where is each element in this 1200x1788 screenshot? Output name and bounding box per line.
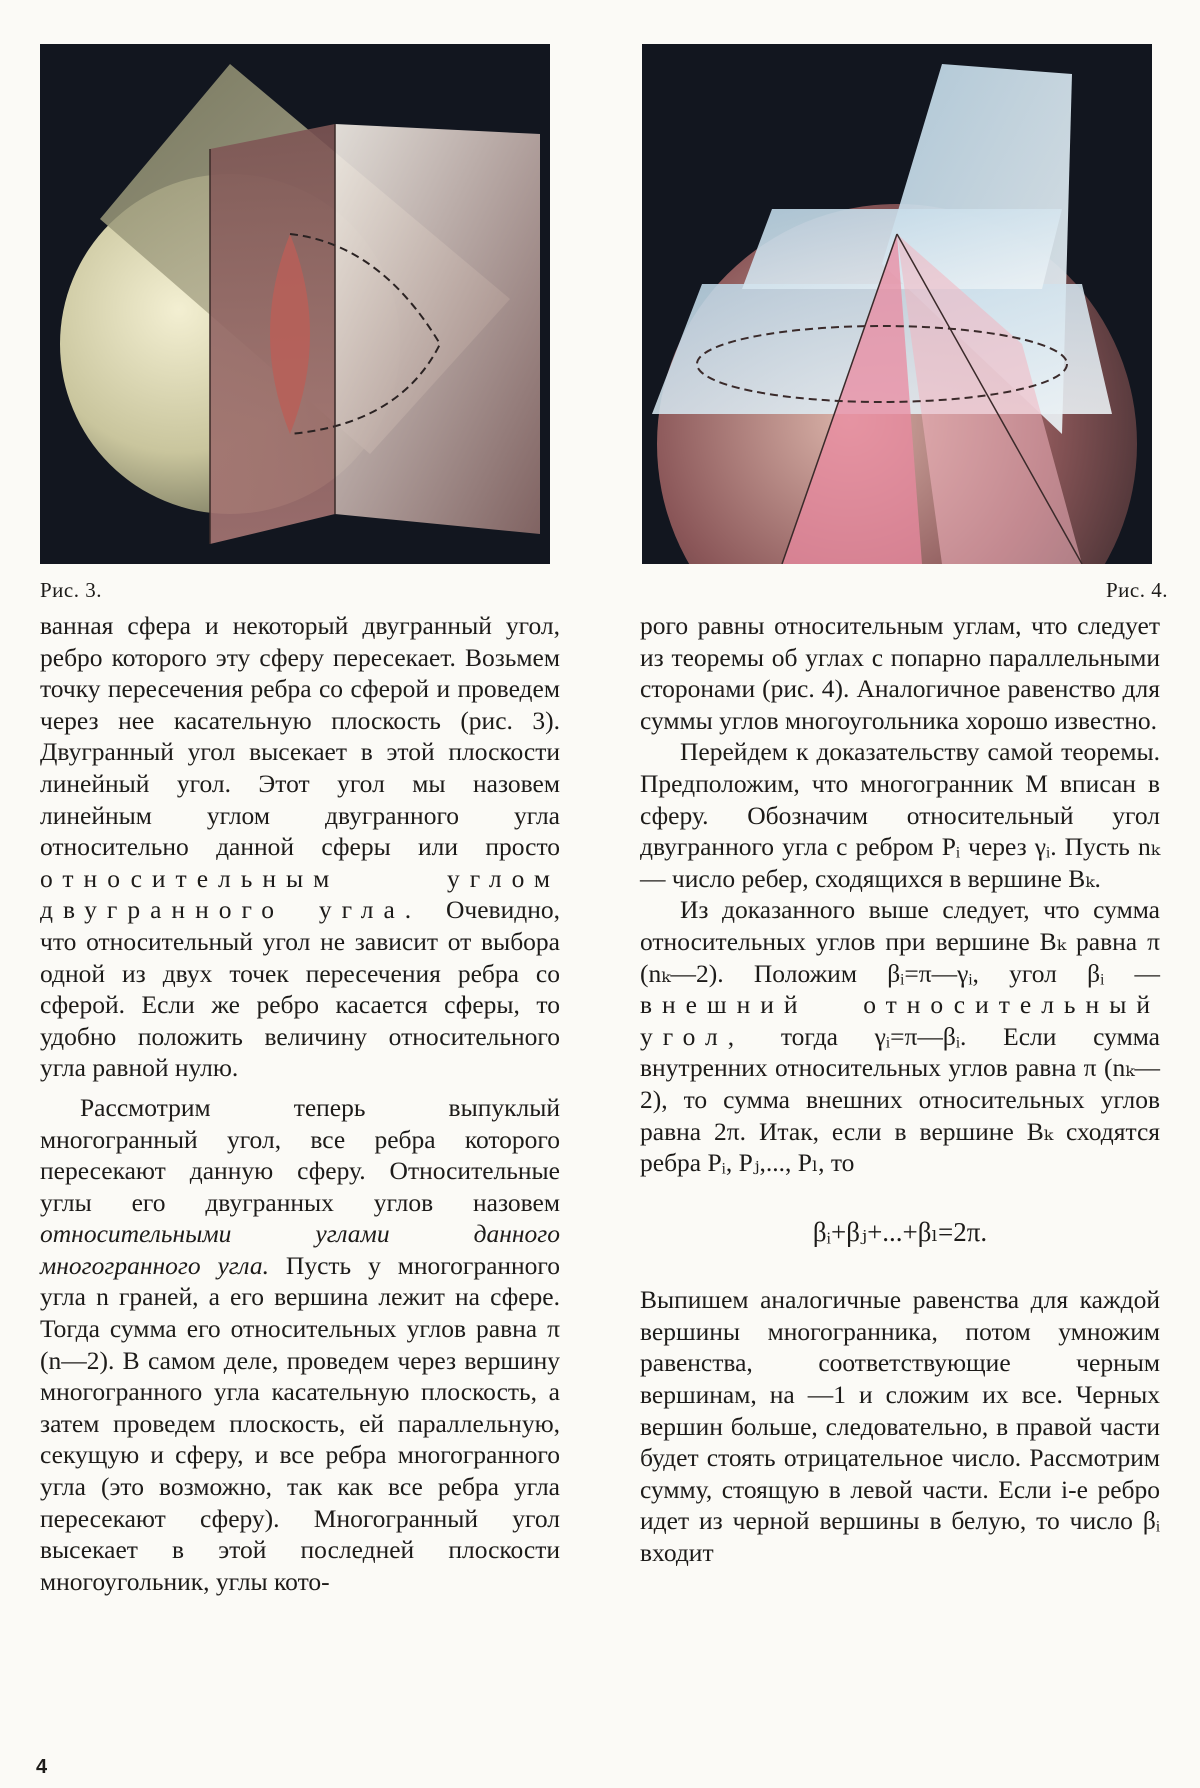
text-run: тогда γᵢ=π—βᵢ. Если сумма внутренних относительных углов равна π (nₖ—2), то сумма внешних относительных углов равна 2π. Итак, если в вершине Bₖ сходятся ребра Pᵢ, Pⱼ,..., Pₗ, то — [640, 1021, 1160, 1178]
text-run: Рассмотрим теперь выпуклый многогранный угол, все ребра которого пересекают данную сферу. Относительные углы его двугранных углов назовем — [40, 1092, 560, 1217]
term-emphasis: внешний относительный угол, — [640, 990, 1160, 1051]
text-run: Из доказанного выше следует, что сумма относительных углов при вершине Bₖ равна π (nₖ—2). Положим βᵢ=π—γᵢ, угол βᵢ — — [640, 895, 1160, 988]
paragraph — [40, 610, 560, 1084]
term-emphasis: относительным углом двугранного угла. — [40, 863, 560, 925]
figure-3-image — [40, 44, 550, 564]
paragraph — [640, 894, 1160, 1178]
figure-4-caption: Рис. 4. — [1106, 578, 1168, 602]
paragraph: Перейдем к доказательству самой теоремы. Предположим, что многогранник M вписан в сферу. Обозначим относительный угол двугранного угла с ребром Pᵢ через γᵢ. Пусть nₖ — число ребер, сходящихся в вершине Bₖ. — [640, 737, 1160, 893]
figure-4-image — [642, 44, 1152, 564]
text-run: ванная сфера и некоторый двугранный угол, ребро которого эту сферу пересекает. Возьмем точку пересечения ребра со сферой и проведем через нее касательную плоскость (рис. 3). Двугранный угол высекает в этой плоскости линейный угол. Этот угол мы назовем линейным углом двугранного угла относительно данной сферы или просто — [40, 611, 560, 862]
paragraph — [40, 1092, 560, 1598]
text-run: Очевидно, что относительный угол не зависит от выбора одной из двух точек пересечения ребра со сферой. Если же ребро касается сферы, то удобно положить величину относительного угла равной нулю. — [40, 895, 560, 1083]
right-text-column — [640, 610, 1160, 1569]
page-number: 4 — [36, 1756, 48, 1778]
formula: βᵢ+βⱼ+...+βₗ=2π. — [812, 1216, 988, 1247]
text-run: Пусть у многогранного угла n граней, а его вершина лежит на сфере. Тогда сумма его относительных углов равна π (n—2). В самом деле, проведем через вершину многогранного угла касательную плоскость, а затем проведем плоскость, ей параллельную, секущую и сферу, и все ребра многогранного угла (это возможно, так как все ребра угла пересекают сферу). Многогранный угол высекает в этой последней плоскости многоугольник, углы кото- — [40, 1250, 560, 1596]
paragraph: Выпишем аналогичные равенства для каждой вершины многогранника, потом умножим равенства, соответствующие черным вершинам, на —1 и сложим их все. Черных вершин больше, следовательно, в правой части будет стоять отрицательное число. Рассмотрим сумму, стоящую в левой части. Если i-е ребро идет из черной вершины в белую, то число βᵢ входит — [640, 1285, 1160, 1568]
left-text-column — [40, 610, 560, 1597]
figure-3-caption: Рис. 3. — [40, 578, 102, 602]
term-italic: относительными углами данного многогранного угла. — [40, 1219, 560, 1280]
paragraph: рого равны относительным углам, что следует из теоремы об углах с попарно параллельными сторонами (рис. 4). Аналогичное равенство для суммы углов многоугольника хорошо известно. — [640, 611, 1160, 735]
